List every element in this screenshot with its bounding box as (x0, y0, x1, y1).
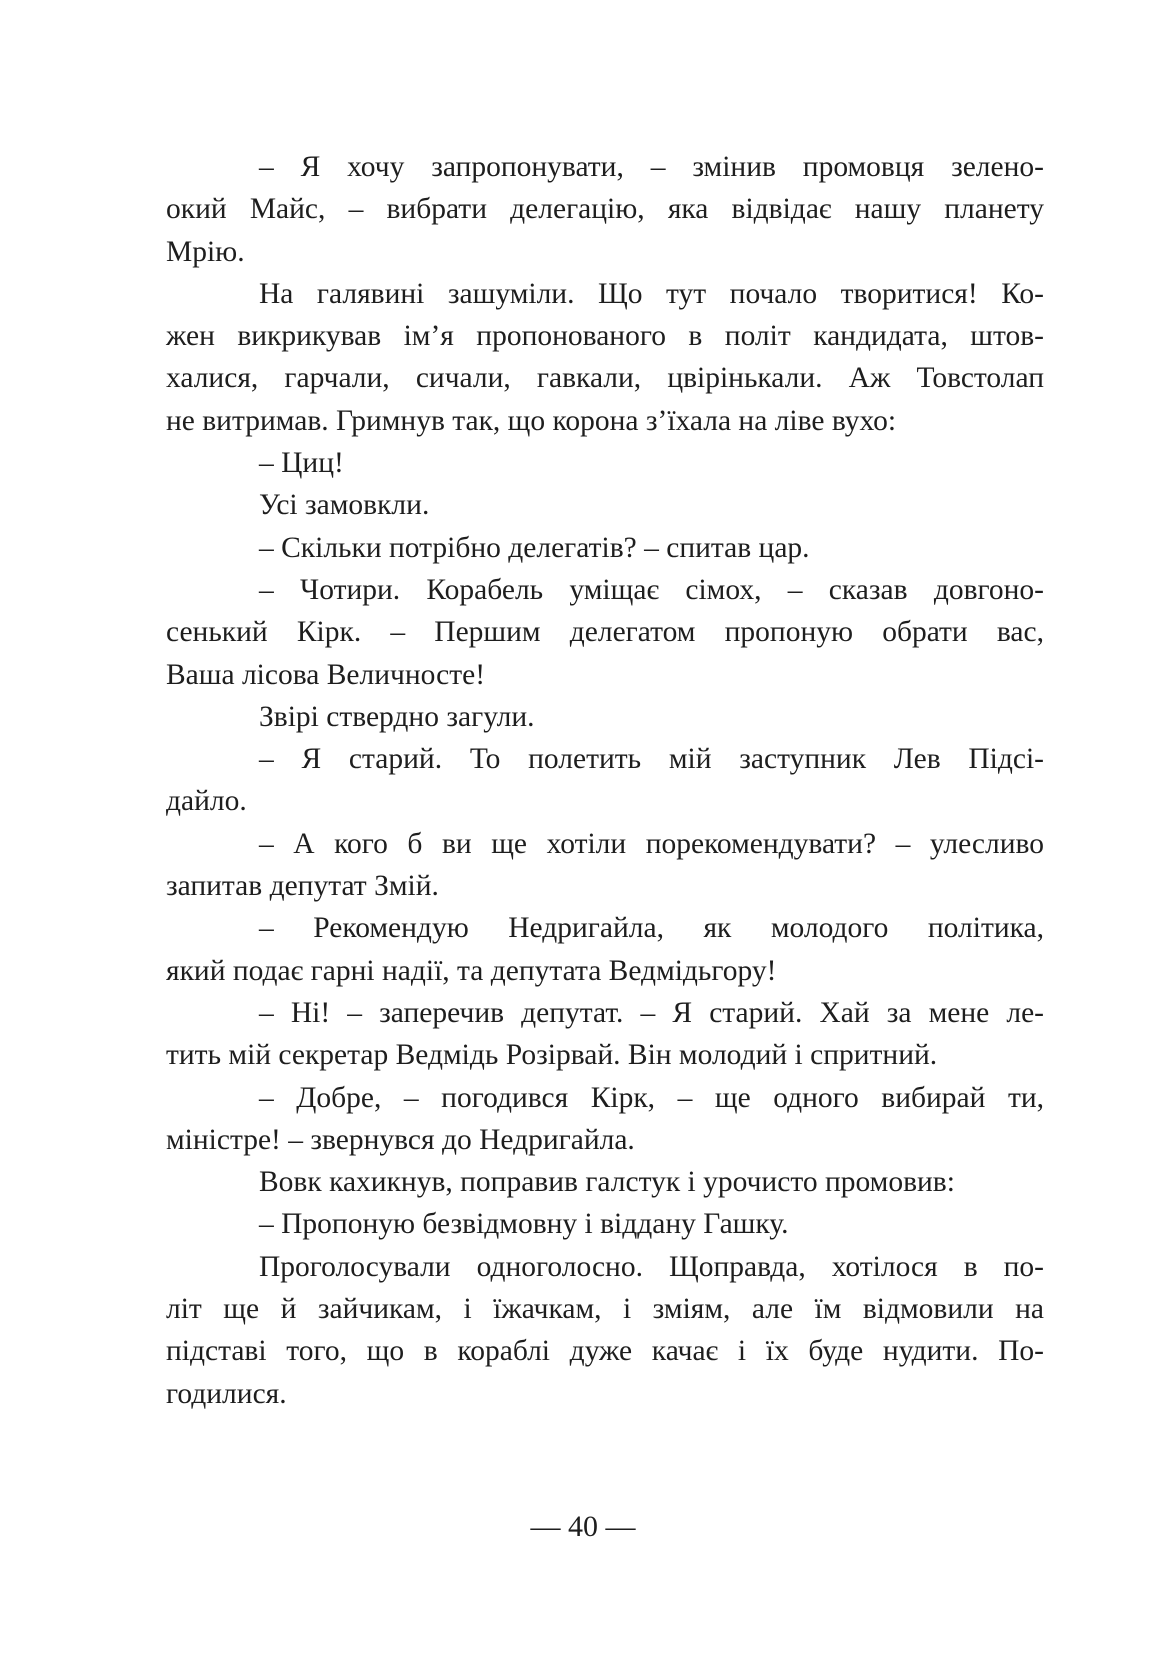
paragraph (166, 696, 1044, 738)
text-line: запитав депутат Змій. (166, 870, 439, 903)
paragraph (166, 442, 1044, 484)
text-line: підставі того, що в кораблі дуже качає і їх буде нудити. По- (166, 1335, 1044, 1368)
text-line: – Рекомендую Недригайла, як молодого політика, (259, 912, 1044, 945)
text-line: – Скільки потрібно делегатів? – спитав цар. (259, 531, 810, 564)
text-line: Проголосували одноголосно. Щоправда, хотілося в по- (259, 1250, 1044, 1283)
paragraph (166, 1077, 1044, 1162)
text-line: – Добре, – погодився Кірк, – ще одного вибирай ти, (259, 1081, 1044, 1114)
body-text (166, 146, 1044, 1415)
text-line: літ ще й зайчикам, і їжачкам, і зміям, але їм відмовили на (166, 1293, 1044, 1326)
text-line: не витримав. Гримнув так, що корона з’їхала на ліве вухо: (166, 404, 897, 437)
text-line: тить мій секретар Ведмідь Розірвай. Він молодий і спритний. (166, 1039, 938, 1072)
text-line: Мрію. (166, 235, 245, 268)
paragraph (166, 1246, 1044, 1415)
paragraph (166, 484, 1044, 526)
text-line: міністре! – звернувся до Недригайла. (166, 1123, 635, 1156)
text-line: Вовк кахикнув, поправив галстук і урочисто промовив: (259, 1166, 955, 1199)
text-line: – Пропоную безвідмовну і віддану Гашку. (259, 1208, 789, 1241)
paragraph (166, 527, 1044, 569)
text-line: – Чотири. Корабель уміщає сімох, – сказав довгоно- (259, 573, 1044, 606)
paragraph (166, 1161, 1044, 1203)
text-line: який подає гарні надії, та депутата Ведмідьгору! (166, 954, 777, 987)
text-line: сенький Кірк. – Першим делегатом пропоную обрати вас, (166, 616, 1044, 649)
text-line: – Циц! (259, 447, 344, 480)
text-line: – А кого б ви ще хотіли порекомендувати? – улесливо (259, 827, 1044, 860)
text-line: годилися. (166, 1377, 287, 1410)
text-line: халися, гарчали, сичали, гавкали, цвірінькали. Аж Товстолап (166, 362, 1044, 395)
page-number: — 40 — (530, 1510, 636, 1543)
paragraph (166, 569, 1044, 696)
text-line: – Я хочу запропонувати, – змінив промовця зелено- (259, 151, 1044, 183)
paragraph (166, 992, 1044, 1077)
text-line: жен викрикував ім’я пропонованого в політ кандидата, штов- (166, 320, 1044, 353)
text-line: дайло. (166, 785, 247, 818)
text-line: На галявині зашуміли. Що тут почало творитися! Ко- (259, 277, 1044, 310)
paragraph (166, 823, 1044, 908)
paragraph (166, 1203, 1044, 1245)
text-line: Ваша лісова Величносте! (166, 658, 486, 691)
paragraph (166, 907, 1044, 992)
text-line: – Ні! – заперечив депутат. – Я старий. Хай за мене ле- (259, 996, 1044, 1029)
text-line: Усі замовкли. (259, 489, 430, 522)
text-line: – Я старий. То полетить мій заступник Лев Підсі- (259, 743, 1044, 776)
text-line: Звірі ствердно загули. (259, 700, 535, 733)
text-line: окий Майс, – вибрати делегацію, яка відвідає нашу планету (166, 193, 1044, 226)
paragraph (166, 738, 1044, 823)
paragraph (166, 273, 1044, 442)
paragraph (166, 146, 1044, 273)
